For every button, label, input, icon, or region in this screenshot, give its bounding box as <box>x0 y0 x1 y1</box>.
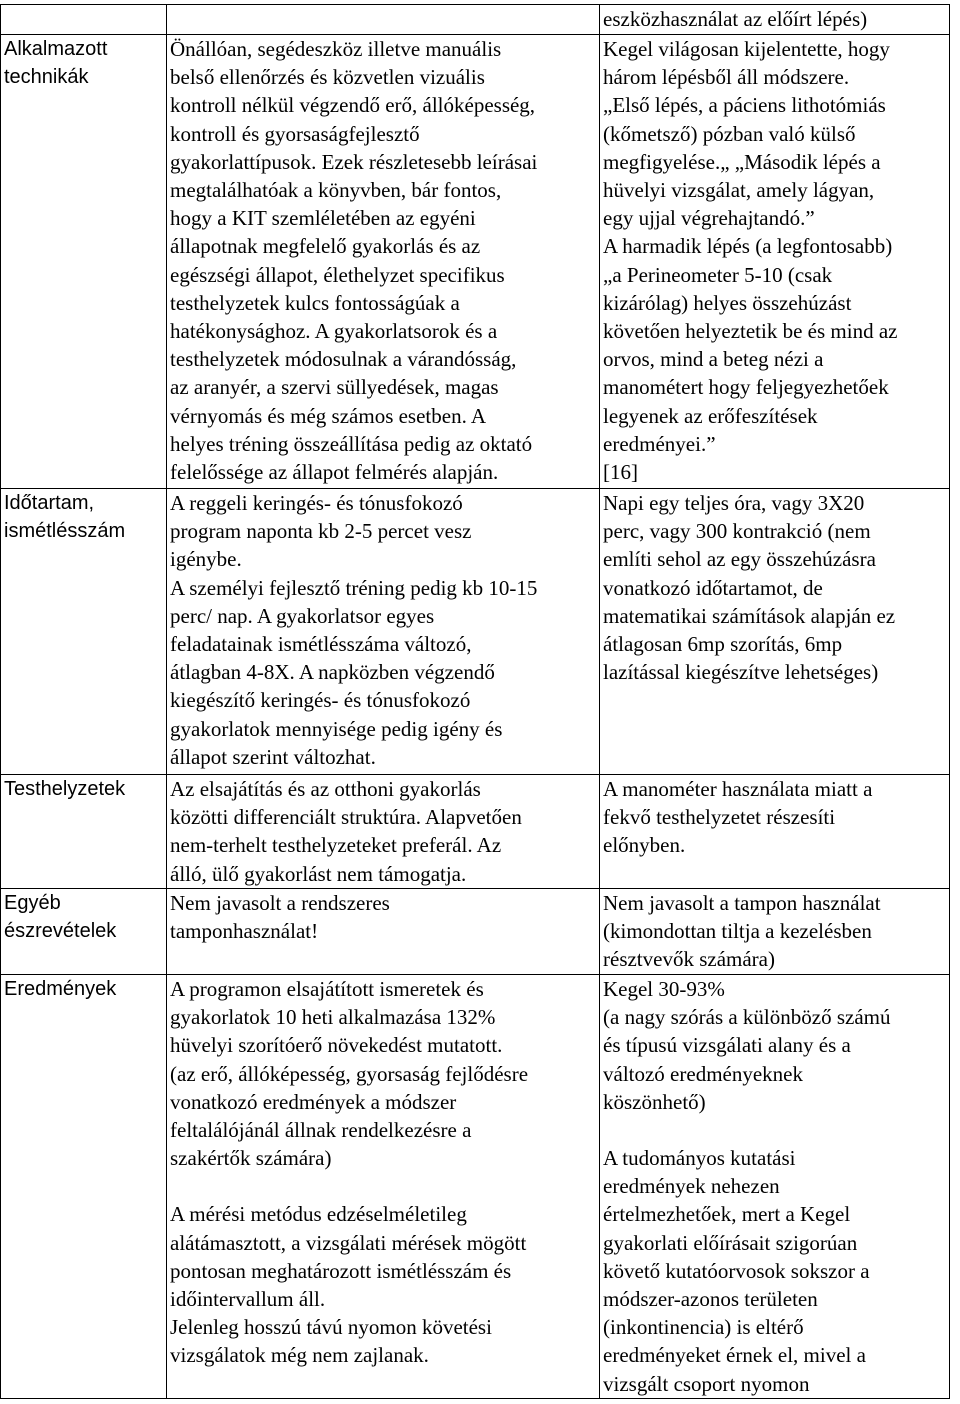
row-label-cell <box>1 889 167 975</box>
table-row <box>1 489 950 775</box>
row-label-cell <box>1 5 167 35</box>
table-row <box>1 35 950 489</box>
table-row <box>1 889 950 975</box>
method-b-cell <box>600 489 950 775</box>
method-a-cell <box>167 489 600 775</box>
method-a-text: Önállóan, segédeszköz illetve manuális belső ellenőrzés és közvetlen vizuális kontroll nélkül végzendő erő, állóképesség, kontroll és gyorsaságfejlesztő gyakorlattípusok. Ezek részletesebb leírásai megtalálhatóak a könyvben, bár fontos, hogy a KIT szemléletében az egyéni állapotnak megfelelő gyakorlás és az egészségi állapot, élethelyzet specifikus testhelyzetek kulcs fontosságúak a hatékonysághoz. A gyakorlatsorok és a testhelyzetek módosulnak a várandósság, az aranyér, a szervi süllyedések, magas vérnyomás és még számos esetben. A helyes tréning összeállítása pedig az oktató felelőssége az állapot felmérés alapján. <box>170 37 538 485</box>
method-b-text: Napi egy teljes óra, vagy 3X20 perc, vagy 300 kontrakció (nem említi sehol az egy összehúzásra vonatkozó időtartamot, de matematikai számítások alapján ez átlagosan 6mp szorítás, 6mp lazítással kiegészítve lehetséges) <box>603 491 896 685</box>
method-b-cell <box>600 975 950 1399</box>
paragraph-gap <box>603 1116 946 1144</box>
method-a-text: Az elsajátítás és az otthoni gyakorlás közötti differenciált struktúra. Alapvetően nem-terhelt testhelyzeteket preferál. Az álló, ülő gyakorlást nem támogatja. <box>170 777 522 886</box>
row-label: Időtartam, ismétlésszám <box>4 492 126 543</box>
table-row <box>1 775 950 889</box>
method-a-cell <box>167 975 600 1399</box>
row-label-cell <box>1 975 167 1399</box>
table-row <box>1 975 950 1399</box>
method-a-cell <box>167 775 600 889</box>
table-row <box>1 5 950 35</box>
method-a-text: A programon elsajátított ismeretek és gyakorlatok 10 heti alkalmazása 132% hüvelyi szorítóerő növekedést mutatott. (az erő, állóképesség, gyorsaság fejlődésre vonatkozó eredmények a módszer feltalálójánál állnak rendelkezésre a szakértők számára) <box>170 977 529 1171</box>
comparison-table <box>0 4 950 1399</box>
method-b-text: A tudományos kutatási eredmények nehezen értelmezhetőek, mert a Kegel gyakorlati előírásait szigorúan követő kutatóorvosok sokszor a módszer-azonos területen (inkontinencia) is eltérő eredményeket érnek el, mivel a vizsgált csoport nyomon <box>603 1146 870 1396</box>
method-b-text: Kegel 30-93% (a nagy szórás a különböző számú és típusú vizsgálati alany és a változó eredményeknek köszönhető) <box>603 977 891 1114</box>
method-b-text: Nem javasolt a tampon használat (kimondottan tiltja a kezelésben résztvevők számára) <box>603 891 881 972</box>
method-b-cell <box>600 775 950 889</box>
method-a-cell <box>167 35 600 489</box>
row-label: Testhelyzetek <box>4 778 126 800</box>
paragraph-gap <box>170 1172 596 1200</box>
method-b-cell <box>600 5 950 35</box>
method-a-text: Nem javasolt a rendszeres tamponhasználat! <box>170 891 390 944</box>
row-label-cell <box>1 35 167 489</box>
method-b-cell <box>600 889 950 975</box>
method-a-text: A reggeli keringés- és tónusfokozó program naponta kb 2-5 percet vesz igénybe. A személyi fejlesztő tréning pedig kb 10-15 perc/ nap. A gyakorlatsor egyes feladatainak ismétlésszáma változó, átlagban 4-8X. A napközben végzendő kiegészítő keringés- és tónusfokozó gyakorlatok mennyisége pedig igény és állapot szerint változhat. <box>170 491 538 769</box>
row-label-cell <box>1 775 167 889</box>
method-a-cell <box>167 5 600 35</box>
row-label: Eredmények <box>4 978 117 1000</box>
row-label: Egyéb észrevételek <box>4 892 117 943</box>
row-label-cell <box>1 489 167 775</box>
method-b-text: A manométer használata miatt a fekvő testhelyzetet részesíti előnyben. <box>603 777 873 858</box>
method-a-cell <box>167 889 600 975</box>
method-b-text: eszközhasználat az előírt lépés) <box>603 7 868 31</box>
method-a-text: A mérési metódus edzéselméletileg alátámasztott, a vizsgálati mérések mögött pontosan meghatározott ismétlésszám és időintervallum áll. Jelenleg hosszú távú nyomon követési vizsgálatok még nem zajlanak. <box>170 1202 527 1368</box>
method-b-cell <box>600 35 950 489</box>
method-b-text: Kegel világosan kijelentette, hogy három lépésből áll módszere. „Első lépés, a páciens lithotómiás (kőmetsző) pózban való külső megfigyelése.„ „Második lépés a hüvelyi vizsgálat, amely lágyan, egy ujjal végrehajtandó.” A harmadik lépés (a legfontosabb) „a Perineometer 5-10 (csak kizárólag) helyes összehúzást követően helyeztetik be és mind az orvos, mind a beteg nézi a manométert hogy feljegyezhetőek legyenek az erőfeszítések eredményei.” [16] <box>603 37 898 485</box>
row-label: Alkalmazott technikák <box>4 38 108 89</box>
